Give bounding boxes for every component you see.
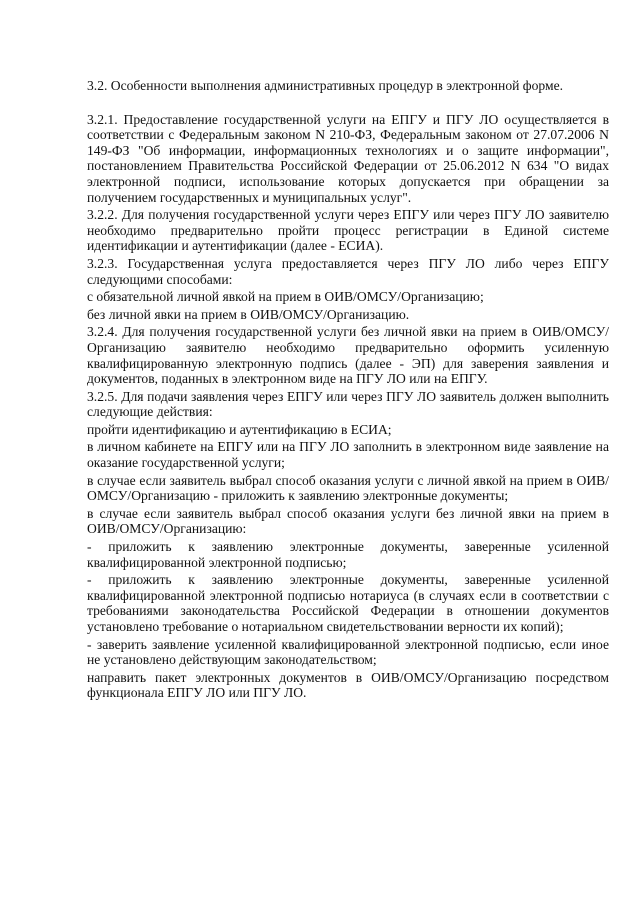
action-item-fill-form: в личном кабинете на ЕПГУ или на ПГУ ЛО заполнить в электронном виде заявление на оказание государственной услуги;	[87, 439, 609, 471]
paragraph-3-2-2: 3.2.2. Для получения государственной услуги через ЕПГУ или через ПГУ ЛО заявителю необходимо предварительно пройти процесс регистрации в Единой системе идентификации и аутентификации (далее - ЕСИА).	[87, 207, 609, 254]
paragraph-3-2-4: 3.2.4. Для получения государственной услуги без личной явки на прием в ОИВ/ОМСУ/Организацию заявителю необходимо предварительно оформить усиленную квалифицированную электронную подпись (далее - ЭП) для заверения заявления и документов, поданных в электронном виде на ПГУ ЛО или на ЕПГУ.	[87, 324, 609, 387]
subitem-sign-application: - заверить заявление усиленной квалифицированной электронной подписью, если иное не установлено действующим законодательством;	[87, 636, 609, 668]
method-item-in-person: с обязательной личной явкой на прием в ОИВ/ОМСУ/Организацию;	[87, 289, 484, 305]
section-heading-3-2: 3.2. Особенности выполнения административных процедур в электронной форме.	[87, 78, 564, 93]
paragraph-3-2-5: 3.2.5. Для подачи заявления через ЕПГУ или через ПГУ ЛО заявитель должен выполнить следующие действия:	[87, 388, 609, 420]
action-item-remote-case: в случае если заявитель выбрал способ оказания услуги без личной явки на прием в ОИВ/ОМСУ/Организацию:	[87, 505, 609, 537]
action-item-identify: пройти идентификацию и аутентификацию в ЕСИА;	[87, 421, 392, 437]
method-item-remote: без личной явки на прием в ОИВ/ОМСУ/Организацию.	[87, 306, 410, 322]
subitem-attach-notary: - приложить к заявлению электронные документы, заверенные усиленной квалифицированной электронной подписью нотариуса (в случаях если в соответствии с требованиями законодательства Российской Федерации в отношении документов установлено требование о нотариальном свидетельствовании верности их копий);	[87, 572, 609, 634]
subitem-attach-signed: - приложить к заявлению электронные документы, заверенные усиленной квалифицированной электронной подписью;	[87, 539, 609, 570]
document-body	[87, 78, 609, 701]
action-item-send-package: направить пакет электронных документов в ОИВ/ОМСУ/Организацию посредством функционала ЕПГУ ЛО или ПГУ ЛО.	[87, 669, 609, 701]
paragraph-3-2-3: 3.2.3. Государственная услуга предоставляется через ПГУ ЛО либо через ЕПГУ следующими способами:	[87, 255, 609, 287]
paragraph-3-2-1: 3.2.1. Предоставление государственной услуги на ЕПГУ и ПГУ ЛО осуществляется в соответствии с Федеральным законом N 210-ФЗ, Федеральным законом от 27.07.2006 N 149-ФЗ "Об информации, информационных технологиях и о защите информации", постановлением Правительства Российской Федерации от 25.06.2012 N 634 "О видах электронной подписи, использование которых допускается при обращении за получением государственных и муниципальных услуг".	[87, 111, 609, 205]
action-item-attach-docs: в случае если заявитель выбрал способ оказания услуги с личной явкой на прием в ОИВ/ОМСУ/Организацию - приложить к заявлению электронные документы;	[87, 472, 609, 504]
